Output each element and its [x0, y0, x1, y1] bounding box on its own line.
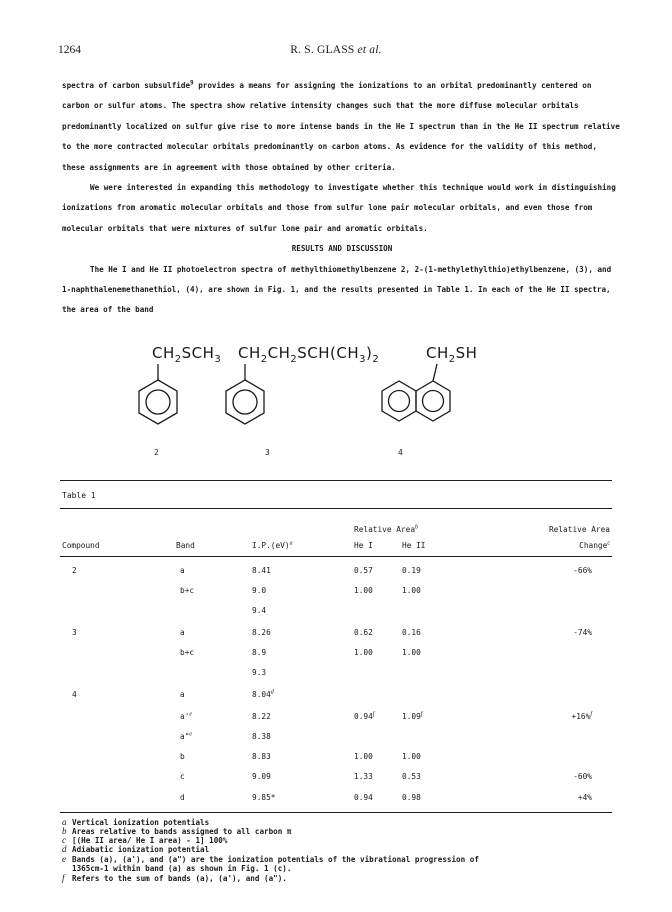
paragraph-2: We were interested in expanding this methodology to investigate whether this technique would work in distinguishing ionizations from aromatic molecular orbitals and those from sulfur lone pair molecular orbitals, and even those from molecular orbitals that were mixtures of sulfur lone pair and aromatic orbitals.	[62, 183, 616, 233]
cell-he1: 0.94	[354, 793, 373, 802]
cell-ip: 8.26	[252, 628, 271, 637]
cell-band: b	[180, 752, 185, 761]
paragraph-1-text-b: provides a means for assigning the ionizations to an orbital predominantly centered on carbon or sulfur atoms. The spectra show relative intensity changes such that the more diffuse molecular orbitals predominantly localized on sulfur give rise to more intense bands in the He I spectrum than in the He II spectrum relative to the more contracted molecular orbitals predominantly on carbon atoms. As evidence for the validity of this method, these assignments are in agreement with those obtained by other criteria.	[62, 81, 620, 172]
cell-change: -60%	[573, 772, 592, 781]
cell-he1: 0.57	[354, 566, 373, 575]
cell-ip: 9.3	[252, 668, 267, 677]
compound-number-2: 2	[154, 448, 159, 457]
cell-compound: 4	[72, 690, 77, 699]
cell-ip: 8.83	[252, 752, 271, 761]
chemical-structures	[0, 340, 672, 470]
cell-he2: 1.00	[402, 752, 421, 761]
cell-ip: 8.41	[252, 566, 271, 575]
cell-ip: 8.9	[252, 648, 267, 657]
cell-compound: 3	[72, 628, 77, 637]
footnote-d: d Adiabatic ionization potential	[62, 844, 210, 854]
formula-compound-2: $CH_2SCH_3$	[152, 344, 222, 365]
cell-he2: 1.09$^f$	[402, 711, 423, 721]
table-caption: Table 1	[62, 491, 96, 500]
body-text	[62, 76, 622, 321]
naphthalene-ring-compound-4	[382, 364, 450, 421]
cell-he2: 0.53	[402, 772, 421, 781]
cell-he1: 1.00	[354, 586, 373, 595]
cell-band: a	[180, 566, 185, 575]
compound-number-3: 3	[265, 448, 270, 457]
page-number: 1264	[58, 44, 81, 56]
cell-ip: 9.85*	[252, 793, 276, 802]
rule-table-bottom	[60, 812, 612, 813]
cell-ip: 9.4	[252, 606, 267, 615]
running-header	[0, 44, 672, 56]
cell-change: +16%$^f$	[571, 711, 592, 721]
cell-band: a"$^e$	[180, 731, 193, 741]
cell-ip: 9.0	[252, 586, 267, 595]
cell-band: b+c	[180, 648, 195, 657]
cell-ip: 8.04$^d$	[252, 689, 274, 699]
cell-ip: 8.22	[252, 712, 271, 721]
cell-he2: 0.19	[402, 566, 421, 575]
cell-band: c	[180, 772, 185, 781]
cell-band: a	[180, 628, 185, 637]
cell-he2: 1.00	[402, 648, 421, 657]
footnote-c: c [(He II area/ He I area) - 1] 100%	[62, 835, 228, 845]
paragraph-1-text-a: spectra of carbon subsulfide	[62, 81, 191, 90]
paragraph-1	[62, 76, 622, 178]
cell-change: -66%	[573, 566, 592, 575]
cell-band: a	[180, 690, 185, 699]
footnote-f: f Refers to the sum of bands (a), (a'), and (a").	[62, 873, 287, 883]
cell-band: b+c	[180, 586, 195, 595]
header-he1: He I	[354, 541, 373, 550]
cell-ip: 8.38	[252, 732, 271, 741]
cell-he1: 1.33	[354, 772, 373, 781]
cell-he1: 0.94$^f$	[354, 711, 375, 721]
structure-drawings	[0, 340, 672, 470]
formula-compound-4: $CH_2SH$	[426, 344, 478, 365]
cell-he1: 0.62	[354, 628, 373, 637]
footnote-e-continued: 1365cm-1 within band (a) as shown in Fig. 1 (c).	[72, 864, 292, 873]
footnote-e: e Bands (a), (a'), and (a") are the ionization potentials of the vibrational progression of	[62, 854, 479, 864]
section-heading: RESULTS AND DISCUSSION	[291, 244, 393, 254]
compound-number-4: 4	[398, 448, 403, 457]
header-band: Band	[176, 541, 195, 550]
rule-header-bottom	[60, 556, 612, 557]
header-ip: I.P.(eV)$^a$	[252, 540, 293, 550]
header-relative-area: Relative Area$^b$	[354, 524, 419, 534]
header-compound: Compound	[62, 541, 100, 550]
cell-compound: 2	[72, 566, 77, 575]
rule-top	[60, 480, 612, 481]
cell-band: d	[180, 793, 185, 802]
cell-change: +4%	[577, 793, 592, 802]
benzene-ring-compound-3	[226, 364, 264, 424]
citation-ref: 9	[190, 79, 194, 87]
header-he2: He II	[402, 541, 426, 550]
paragraph-3: The He I and He II photoelectron spectra of methylthiomethylbenzene 2, 2-(1-methylethylthio)ethylbenzene, (3), and 1-naphthalenemethanethiol, (4), are shown in Fig. 1, and the results presented in Table 1. In each of the He II spectra, the area of the band	[62, 264, 612, 315]
header-change-line1: Relative Area	[548, 525, 610, 534]
header-change-line2: Change$^c$	[579, 540, 610, 550]
cell-he2: 0.98	[402, 793, 421, 802]
cell-band: $a'^e$	[180, 711, 193, 721]
running-header-authors: R. S. GLASS et al.	[290, 44, 382, 56]
rule-table-top	[60, 508, 612, 509]
cell-change: -74%	[573, 628, 592, 637]
cell-ip: 9.09	[252, 772, 271, 781]
footnote-b: b Areas relative to bands assigned to all carbon π	[62, 826, 292, 836]
cell-he2: 0.16	[402, 628, 421, 637]
cell-he1: 1.00	[354, 648, 373, 657]
cell-he1: 1.00	[354, 752, 373, 761]
formula-compound-3: $CH_2CH_2SCH(CH_3)_2$	[238, 344, 380, 365]
footnote-a: a Vertical ionization potentials	[62, 817, 210, 827]
benzene-ring-compound-2	[139, 364, 177, 424]
cell-he2: 1.00	[402, 586, 421, 595]
